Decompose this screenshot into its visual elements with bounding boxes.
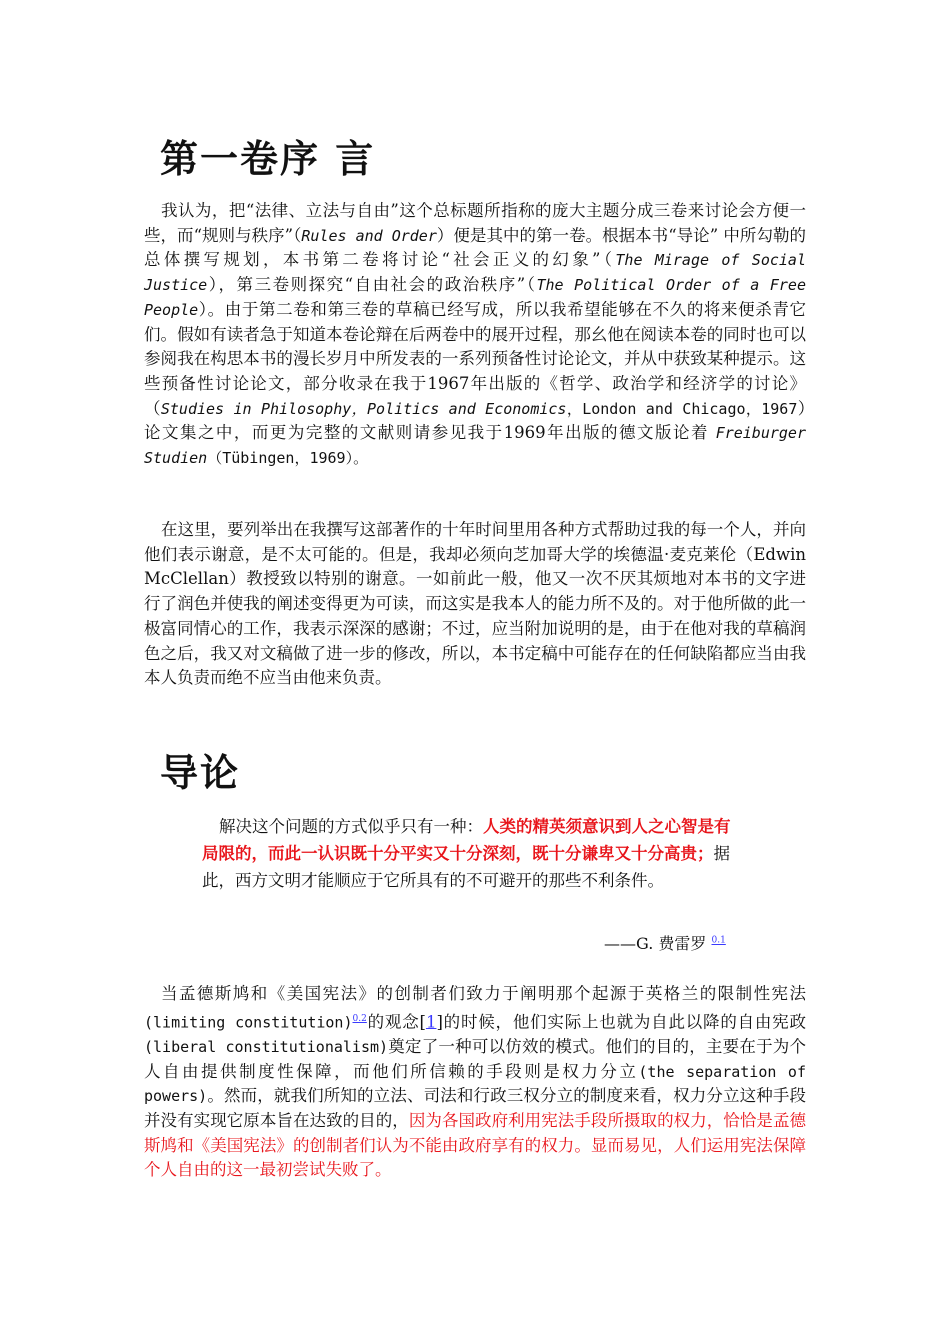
epigraph-quote [202, 813, 742, 894]
highlighted-text: 因为各国政府利用宪法手段所摄取的权力，恰恰是孟德斯鸠和《美国宪法》的创制者们认为不能由政府享有的权力。显而易见，人们运用宪法保障个人自由的这一最初尝试失败了。 [144, 1111, 807, 1180]
footnote-link[interactable]: 0.1 [711, 935, 726, 946]
introduction-paragraph-1 [144, 982, 806, 1183]
attribution-author: ——G. 费雷罗 [604, 934, 707, 953]
english-term: (limiting constitution) [144, 1013, 353, 1032]
preface-paragraph-1 [144, 199, 806, 471]
text-run: 当孟德斯鸠和《美国宪法》的创制者们致力于阐明那个起源于英格兰的限制性宪法 [161, 984, 806, 1003]
text-run: ）。由于第二卷和第三卷的草稿已经写成，所以我希望能够在不久的将来便杀青它们。假如有读者急于知道本卷论辩在后两卷中的展开过程，那幺他在阅读本卷的同时也可以参阅我在构思本书的漫长岁月中所发表的一系列预备性讨论论文，并从中获致某种提示。这些预备性讨论论文，部分收录在我于1967年出版的《哲学、政治学和经济学的讨论》（ [144, 299, 806, 418]
citation: ，London and Chicago，1967 [566, 399, 798, 418]
english-title: The Political Order of a Free People [144, 276, 806, 319]
quote-lead: 解决这个问题的方式似乎只有一种： [219, 817, 483, 836]
text-run: ）便是其中的第一卷。根据本书“导论” 中所勾勒的总体撰写规划，本书第二卷将讨论“社会正义的幻象”（ [144, 225, 806, 270]
text-run: 。然而，就我们所知的立法、司法和行政三权分立的制度来看，权力分立这种手段并没有实现它原本旨在达致的目的， [144, 1086, 806, 1131]
citation: （Tübingen，1969）。 [207, 449, 369, 468]
text-run: 的观念[ [366, 1012, 426, 1032]
english-term: (the separation of powers) [144, 1062, 806, 1106]
reference-link[interactable]: 1 [425, 1012, 437, 1032]
footnote-link[interactable]: 0.2 [352, 1013, 367, 1024]
epigraph-attribution [604, 931, 726, 954]
english-title: Studies in Philosophy，Politics and Economics [160, 399, 567, 418]
preface-heading: 第一卷序 言 [160, 137, 376, 181]
english-title: Rules and Order [301, 226, 437, 245]
text-run: ）论文集之中，而更为完整的文献则请参见我于1969年出版的德文版论着 [144, 398, 806, 443]
english-title: Freiburger Studien [144, 424, 806, 468]
preface-paragraph-2: 在这里，要列举出在我撰写这部著作的十年时间里用各种方式帮助过我的每一个人，并向他们表示谢意，是不太可能的。但是，我却必须向芝加哥大学的埃德温·麦克莱伦（Edwin McClellan）教授致以特别的谢意。一如前此一般，他又一次不厌其烦地对本书的文字进行了润色并使我的阐述变得更为可读，而这实是我本人的能力所不及的。对于他所做的此一极富同情心的工作，我表示深深的感谢；不过，应当附加说明的是，由于在他对我的草稿润色之后，我又对文稿做了进一步的修改，所以，本书定稿中可能存在的任何缺陷都应当由我本人负责而绝不应当由他来负责。 [144, 520, 806, 688]
text-run: ），第三卷则探究“自由社会的政治秩序”（ [207, 275, 537, 295]
text-run: 我认为，把“法律、立法与自由”这个总标题所指称的庞大主题分成三卷来讨论会方便一些，而“规则与秩序”（ [144, 201, 806, 245]
quote-highlight: 人类的精英须意识到人之心智是有局限的，而此一认识既十分平实又十分深刻，既十分谦卑又十分高贵； [202, 817, 731, 863]
quote-tail: 据此，西方文明才能顺应于它所具有的不可避开的那些不利条件。 [202, 844, 730, 890]
english-term: (liberal constitutionalism) [144, 1037, 389, 1056]
english-title: The Mirage of Social Justice [144, 251, 806, 295]
text-run: 奠定了一种可以仿效的模式。他们的目的，主要在于为个人自由提供制度性保障，而他们所信赖的手段则是权力分立 [144, 1036, 807, 1081]
text-run: ]的时候，他们实际上也就为自此以降的自由宪政 [436, 1012, 806, 1032]
introduction-heading: 导论 [160, 751, 241, 795]
